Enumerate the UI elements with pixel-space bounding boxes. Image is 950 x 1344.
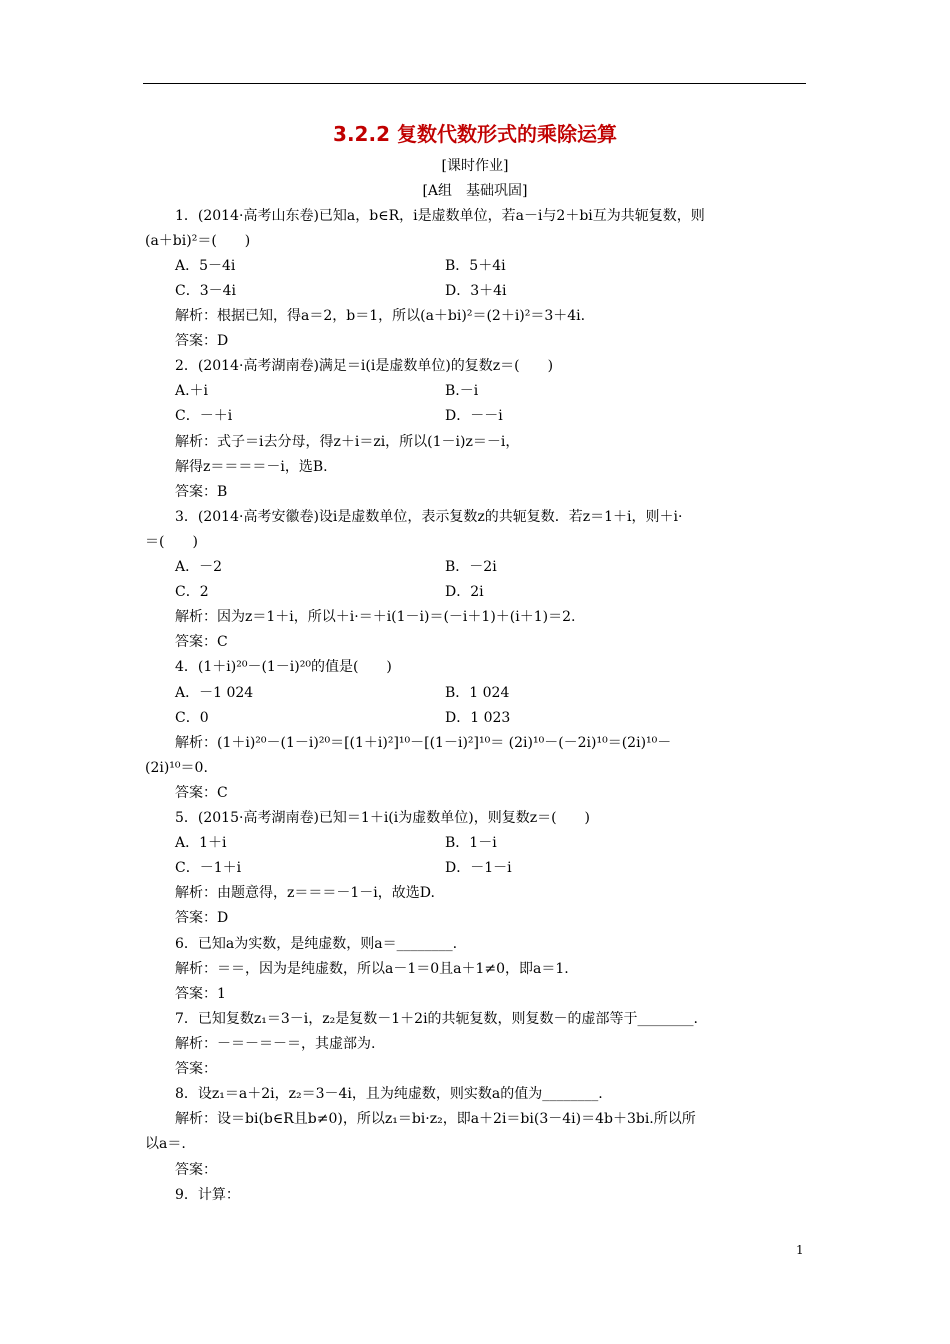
q5-analysis: 解析：由题意得，z＝＝＝－1－i，故选D. [175,885,435,901]
q4-answer: 答案：C [175,785,228,801]
q4-option-a: A．－1 024 [175,685,254,701]
q1-option-a: A．5－4i [175,258,236,274]
q6-answer: 答案：1 [175,986,226,1002]
q7-analysis: 解析：－＝－＝－＝，其虚部为. [175,1036,376,1052]
q7-answer: 答案： [175,1061,217,1077]
group-label: [A组 基础巩固] [422,183,528,199]
q1-option-b: B．5＋4i [445,258,506,274]
q4-analysis: 解析：(1＋i)²⁰－(1－i)²⁰＝[(1＋i)²]¹⁰－[(1－i)²]¹⁰＝ (2i)¹⁰－(－2i)¹⁰＝(2i)¹⁰－ [175,735,672,751]
header-rule [143,83,806,84]
q4-option-c: C．0 [175,710,209,726]
question-8-stem: 8．设z₁＝a＋2i，z₂＝3－4i，且为纯虚数，则实数a的值为________. [175,1086,603,1102]
question-3-stem: 3．(2014·高考安徽卷)设i是虚数单位，表示复数z的共轭复数．若z＝1＋i，则＋i· [175,509,683,525]
q1-option-d: D．3＋4i [445,283,507,299]
q5-option-a: A．1＋i [175,835,227,851]
q1-option-c: C．3－4i [175,283,237,299]
question-2-stem: 2．(2014·高考湖南卷)满足＝i(i是虚数单位)的复数z＝( ) [175,358,554,374]
q2-option-d: D．－－i [445,408,503,424]
question-1-stem-cont: (a＋bi)²＝( ) [145,233,251,249]
q4-option-d: D．1 023 [445,710,511,726]
q3-analysis: 解析：因为z＝1＋i，所以＋i·＝＋i(1－i)＝(－i＋1)＋(i＋1)＝2. [175,609,576,625]
q8-analysis: 解析：设＝bi(b∈R且b≠0)，所以z₁＝bi·z₂，即a＋2i＝bi(3－4i)＝4b＋3bi.所以所 [175,1111,696,1127]
question-5-stem: 5．(2015·高考湖南卷)已知＝1＋i(i为虚数单位)，则复数z＝( ) [175,810,590,826]
q8-analysis-cont: 以a＝. [145,1136,186,1152]
question-3-stem-cont: ＝( ) [145,534,198,550]
q1-analysis: 解析：根据已知，得a＝2，b＝1，所以(a＋bi)²＝(2＋i)²＝3＋4i. [175,308,586,324]
q3-option-a: A．－2 [175,559,223,575]
q1-answer: 答案：D [175,333,229,349]
q8-answer: 答案： [175,1162,217,1178]
question-4-stem: 4．(1＋i)²⁰－(1－i)²⁰的值是( ) [175,659,392,675]
q2-option-c: C．－＋i [175,408,233,424]
q5-option-b: B．1－i [445,835,497,851]
homework-label: [课时作业] [441,158,509,174]
question-7-stem: 7．已知复数z₁＝3－i，z₂是复数－1＋2i的共轭复数，则复数－的虚部等于________. [175,1011,699,1027]
q3-option-d: D．2i [445,584,484,600]
q2-analysis-cont: 解得z＝＝＝＝－i，选B. [175,459,328,475]
q5-option-c: C．－1＋i [175,860,242,876]
q6-analysis: 解析：＝＝，因为是纯虚数，所以a－1＝0且a＋1≠0，即a＝1. [175,961,569,977]
q2-option-b: B.－i [445,383,479,399]
q4-option-b: B．1 024 [445,685,510,701]
q3-option-b: B．－2i [445,559,497,575]
question-9-stem: 9．计算： [175,1187,240,1203]
q5-option-d: D．－1－i [445,860,512,876]
q3-answer: 答案：C [175,634,228,650]
q2-analysis: 解析：式子＝i去分母，得z＋i＝zi，所以(1－i)z＝－i， [175,434,520,450]
question-1-stem: 1．(2014·高考山东卷)已知a，b∈R，i是虚数单位，若a－i与2＋bi互为共轭复数，则 [175,208,705,224]
page-number: 1 [796,1243,804,1257]
q3-option-c: C．2 [175,584,209,600]
page-title: 3.2.2 复数代数形式的乘除运算 [333,122,617,146]
q4-analysis-cont: (2i)¹⁰＝0. [145,760,208,776]
question-6-stem: 6．已知a为实数，是纯虚数，则a＝________. [175,936,458,952]
q2-option-a: A.＋i [175,383,209,399]
q5-answer: 答案：D [175,910,229,926]
q2-answer: 答案：B [175,484,228,500]
